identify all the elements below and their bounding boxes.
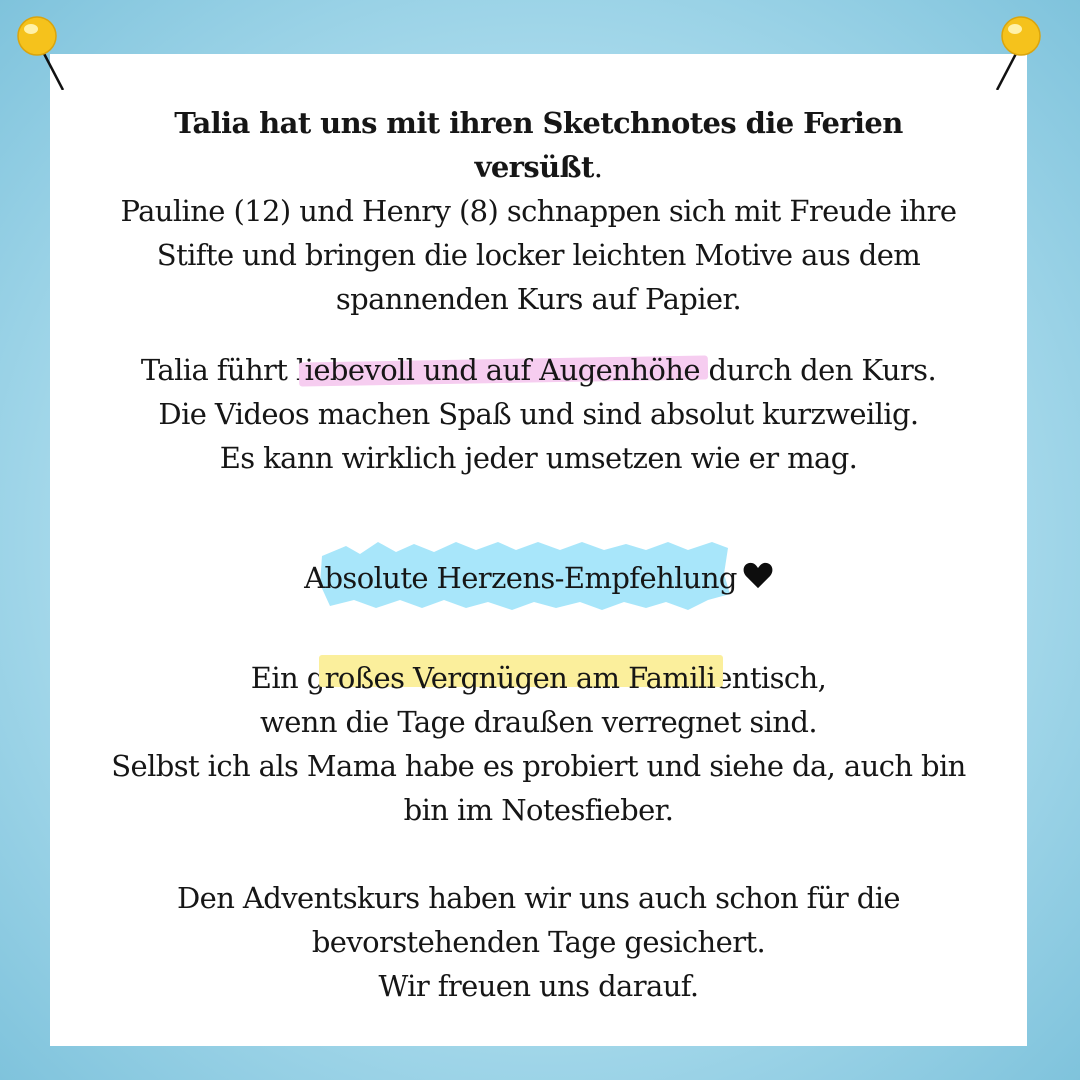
headline-text: Talia hat uns mit ihren Sketchnotes die Ferien xyxy=(174,106,903,140)
pushpin-icon xyxy=(12,10,72,90)
recommendation-text: Absolute Herzens-Empfehlung xyxy=(304,561,737,595)
pushpin-icon xyxy=(994,10,1054,90)
body-text: Es kann wirklich jeder umsetzen wie er mag. xyxy=(219,441,858,475)
body-text: Pauline (12) und Henry (8) schnappen sich mit Freude ihre xyxy=(120,194,957,228)
headline-text: versüßt xyxy=(474,150,594,184)
body-text: durch den Kurs. xyxy=(699,353,937,387)
highlighted-text: roßes Vergnügen am Famili xyxy=(324,661,716,695)
recommendation-line xyxy=(50,556,1027,600)
body-text: bin im Notesfieber. xyxy=(403,793,674,827)
body-text: bevorstehenden Tage gesichert. xyxy=(311,925,766,959)
body-text: Den Adventskurs haben wir uns auch schon für die xyxy=(177,881,900,915)
body-text: Die Videos machen Spaß und sind absolut kurzweilig. xyxy=(158,397,919,431)
body-text: entisch, xyxy=(715,661,827,695)
intro-paragraph xyxy=(50,101,1027,321)
body-text: Ein g xyxy=(250,661,325,695)
family-paragraph xyxy=(50,656,1027,832)
body-text: . xyxy=(593,150,603,184)
body-text: Stifte und bringen die locker leichten Motive aus dem xyxy=(156,238,921,272)
body-text: Talia führt l xyxy=(140,353,305,387)
body-text: spannenden Kurs auf Papier. xyxy=(335,282,742,316)
highlighted-text: iebevoll und auf Augenhöhe xyxy=(304,353,700,387)
heart-icon xyxy=(743,562,773,589)
body-text: Wir freuen uns darauf. xyxy=(378,969,699,1003)
advent-paragraph xyxy=(50,876,1027,1008)
body-text: Selbst ich als Mama habe es probiert und siehe da, auch bin xyxy=(111,749,966,783)
body-text: wenn die Tage draußen verregnet sind. xyxy=(259,705,818,739)
course-paragraph xyxy=(50,348,1027,480)
